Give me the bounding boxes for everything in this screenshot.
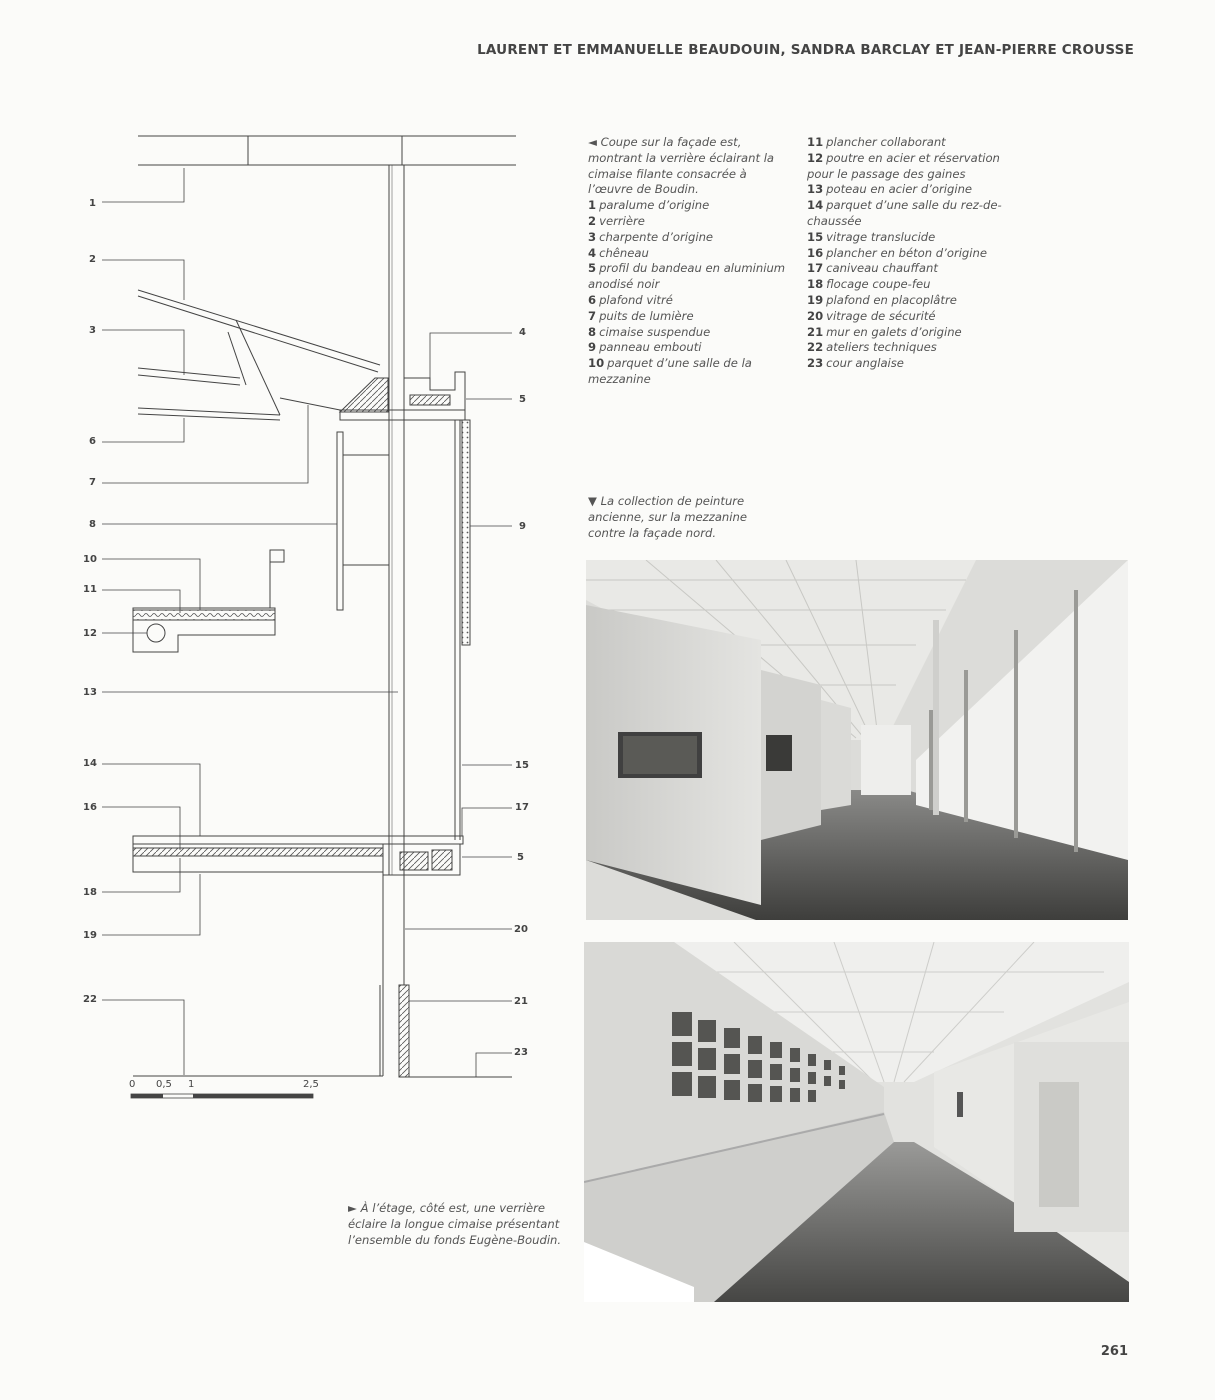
label-14: 14: [83, 758, 97, 769]
label-22: 22: [83, 994, 97, 1005]
legend-item-number: 14: [807, 198, 824, 213]
label-21: 21: [514, 996, 528, 1007]
legend-item: [807, 325, 1007, 341]
legend-item: [807, 246, 1007, 262]
legend-item-text: chêneau: [599, 245, 649, 260]
legend-item-number: 1: [588, 198, 597, 213]
legend-item: [588, 356, 793, 388]
legend-item-text: vitrage translucide: [826, 229, 936, 244]
legend-item: [588, 198, 793, 214]
legend-item: [588, 309, 793, 325]
label-11: 11: [83, 584, 97, 595]
legend-item-text: flocage coupe-feu: [826, 277, 931, 292]
legend-item: [807, 309, 1007, 325]
legend-item-number: 16: [807, 245, 824, 260]
scale-tick-1: 1: [188, 1079, 195, 1090]
label-6: 6: [89, 436, 96, 447]
legend-item-number: 22: [807, 340, 824, 355]
legend-item: [588, 214, 793, 230]
legend-item-text: parquet d’une salle de la mezzanine: [588, 356, 752, 386]
legend-item: [807, 151, 1007, 183]
page-header: LAURENT ET EMMANUELLE BEAUDOUIN, SANDRA BARCLAY ET JEAN-PIERRE CROUSSE: [477, 42, 1134, 58]
legend-item-text: plafond en placoplâtre: [826, 292, 957, 307]
legend-item-text: panneau embouti: [599, 340, 702, 355]
label-23: 23: [514, 1047, 528, 1058]
legend-item-number: 21: [807, 324, 824, 339]
legend-item-text: poteau en acier d’origine: [826, 182, 973, 197]
label-13: 13: [83, 687, 97, 698]
legend-item: [588, 340, 793, 356]
caption-bottom-photo: ► À l’étage, côté est, une verrière éclaire la longue cimaise présentant l’ensemble du fonds Eugène-Boudin.: [348, 1201, 562, 1247]
legend-item-text: cimaise suspendue: [599, 324, 711, 339]
label-10: 10: [83, 554, 97, 565]
legend-item: [588, 246, 793, 262]
scale-tick-05: 0,5: [156, 1079, 172, 1090]
label-16: 16: [83, 802, 97, 813]
legend-item-number: 5: [588, 261, 597, 276]
legend-item: [588, 293, 793, 309]
scale-bar: [129, 1079, 319, 1098]
legend-item-number: 7: [588, 308, 597, 323]
label-9: 9: [519, 521, 526, 532]
legend-item-text: plancher en béton d’origine: [826, 245, 987, 260]
legend-item: [588, 230, 793, 246]
legend-item-number: 23: [807, 356, 824, 371]
legend-item-text: ateliers techniques: [826, 340, 937, 355]
label-20: 20: [514, 924, 528, 935]
label-7: 7: [89, 477, 96, 488]
legend-item-number: 13: [807, 182, 824, 197]
label-12: 12: [83, 628, 97, 639]
legend-item-text: vitrage de sécurité: [826, 308, 936, 323]
label-4: 4: [519, 327, 526, 338]
label-15: 15: [515, 760, 529, 771]
legend-item: [807, 261, 1007, 277]
legend-col-1: [588, 135, 793, 388]
legend-item: [807, 135, 1007, 151]
legend-item-number: 4: [588, 245, 597, 260]
legend-item-text: charpente d’origine: [599, 229, 714, 244]
label-5: 5: [519, 394, 526, 405]
label-19: 19: [83, 930, 97, 941]
legend-item-text: puits de lumière: [599, 308, 694, 323]
legend-item-text: mur en galets d’origine: [826, 324, 962, 339]
legend-item-number: 9: [588, 340, 597, 355]
legend-item-text: cour anglaise: [826, 356, 904, 371]
section-drawing: [0, 0, 560, 1120]
legend-item: [807, 230, 1007, 246]
legend-item-text: caniveau chauffant: [826, 261, 938, 276]
legend-col-2: [807, 135, 1007, 372]
legend-item: [807, 293, 1007, 309]
legend-item-number: 8: [588, 324, 597, 339]
legend-item-number: 2: [588, 213, 597, 228]
scale-tick-0: 0: [129, 1079, 136, 1090]
legend-item-number: 18: [807, 277, 824, 292]
legend-item: [807, 182, 1007, 198]
legend-item-text: verrière: [599, 213, 645, 228]
legend-item-text: poutre en acier et réservation pour le passage des gaines: [807, 150, 1000, 181]
legend-item-text: profil du bandeau en aluminium anodisé noir: [588, 261, 786, 292]
scale-tick-25: 2,5: [303, 1079, 319, 1090]
legend-item-number: 11: [807, 135, 824, 149]
legend-item-number: 20: [807, 308, 824, 323]
legend-item-text: parquet d’une salle du rez-de-chaussée: [807, 198, 1002, 228]
caption-top-photo: ▼ La collection de peinture ancienne, sur la mezzanine contre la façade nord.: [588, 494, 747, 540]
photo-long-gallery: [584, 942, 1129, 1302]
label-17: 17: [515, 802, 529, 813]
legend-item-text: plafond vitré: [599, 292, 673, 307]
legend-item-text: plancher collaborant: [826, 135, 946, 149]
legend-item-number: 6: [588, 292, 597, 307]
legend-item-number: 10: [588, 356, 605, 371]
legend-intro: ◄ Coupe sur la façade est, montrant la verrière éclairant la cimaise filante consacrée à l’œuvre de Boudin.: [588, 135, 775, 197]
legend-item-number: 15: [807, 229, 824, 244]
legend-item-text: paralume d’origine: [599, 198, 710, 213]
legend-item: [807, 356, 1007, 372]
legend-item: [807, 340, 1007, 356]
legend-item-number: 17: [807, 261, 824, 276]
legend-item-number: 3: [588, 229, 597, 244]
photo-mezzanine: [586, 560, 1128, 920]
label-5b: 5: [517, 852, 524, 863]
legend-item: [588, 325, 793, 341]
legend-item-number: 19: [807, 292, 824, 307]
label-3: 3: [89, 325, 96, 336]
label-18: 18: [83, 887, 97, 898]
label-8: 8: [89, 519, 96, 530]
legend-item: [588, 261, 793, 293]
legend-item-number: 12: [807, 150, 824, 165]
label-2: 2: [89, 254, 96, 265]
legend-item: [807, 277, 1007, 293]
page-number: 261: [1100, 1344, 1128, 1359]
label-1: 1: [89, 198, 96, 209]
legend-item: [807, 198, 1007, 230]
